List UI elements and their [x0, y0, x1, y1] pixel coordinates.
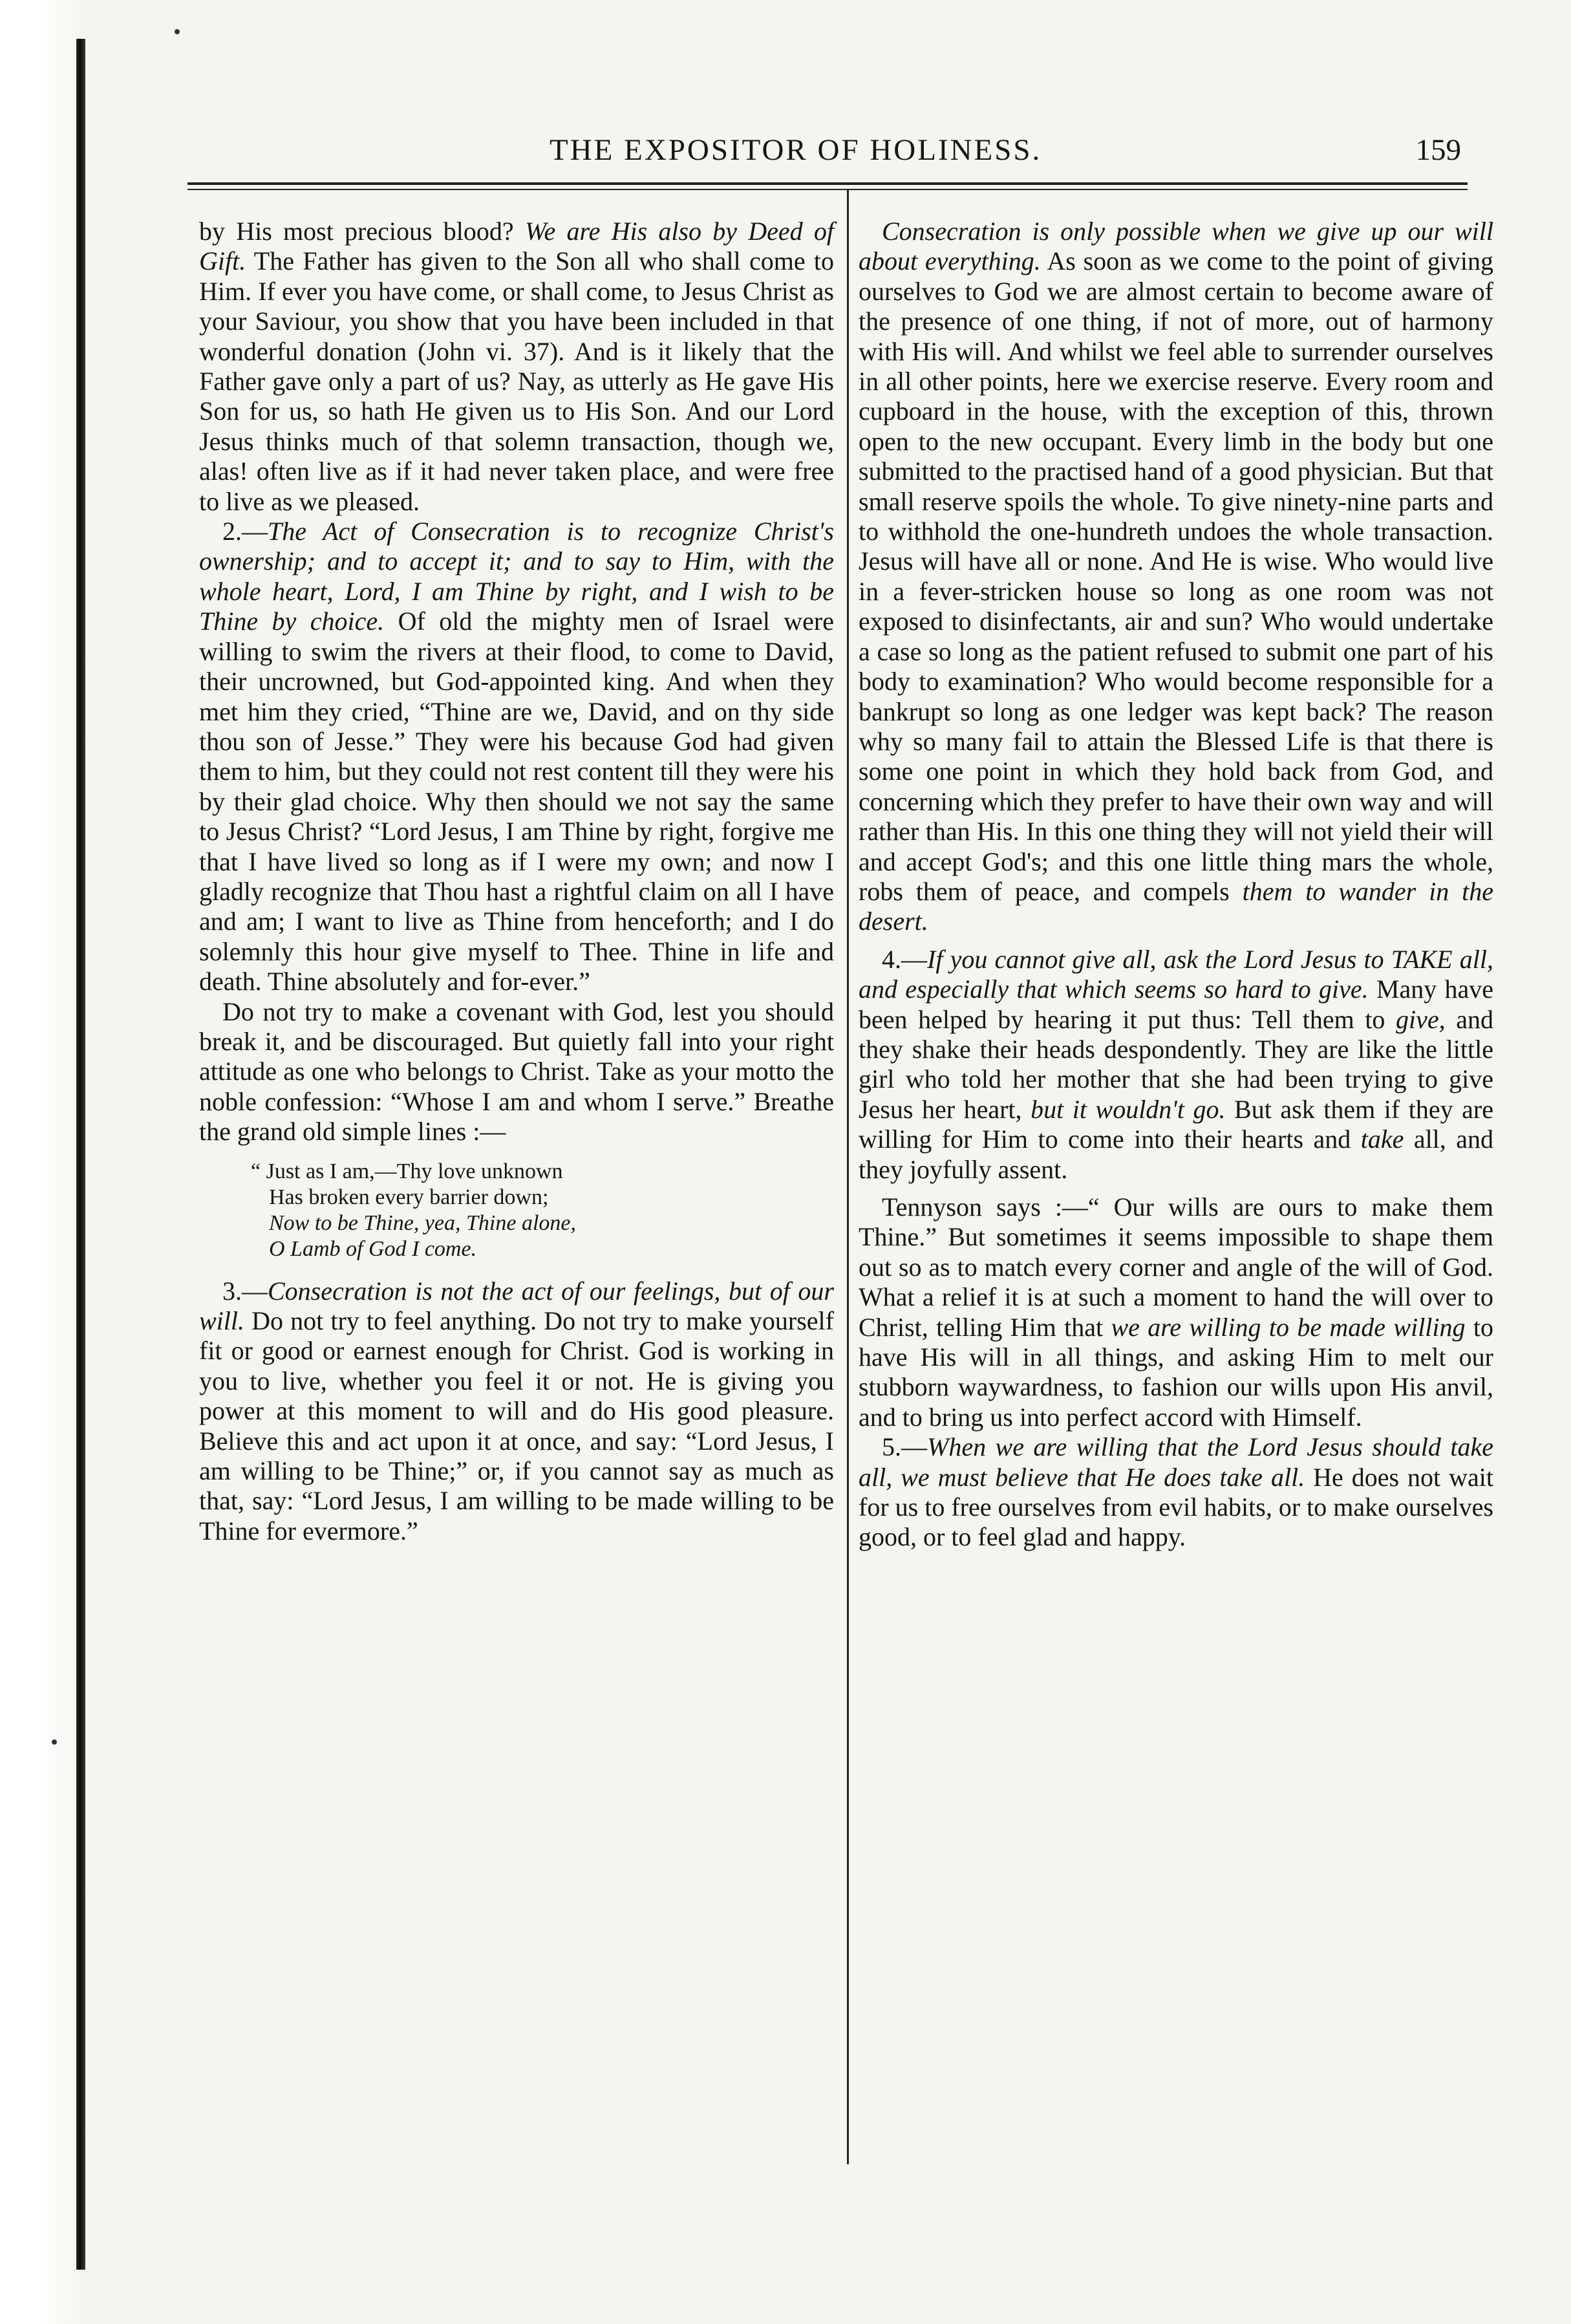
italic-run: Consecration is only possible when we give up our will: [882, 217, 1493, 246]
italic-run: them to wander in the desert.: [859, 876, 1493, 936]
verse-line: Now to be Thine, yea, Thine alone,: [269, 1210, 577, 1235]
text-run: As soon as we come to the point of giving ourselves to God we are almost certain to become aware of the presence of one thing, if not of more, out of harmony with His will. And whilst we feel able to surrender ourselves in all other points, here we exercise reserve. Every room and cupboard in the house, with the exception of this, thrown open to the new occupant. Every limb in the body but one submitted to the practised hand of a good physician. But that small reserve spoils the whole. To give ninety-nine parts and to withhold the one-hundreth undoes the whole transaction. Jesus will have all or none. And He is wise. Who would live in a fever-stricken house so long as one room was not exposed to disinfectants, air and sun? Who would undertake a case so long as the patient refused to submit one part of his body to examination? Who would become responsible for a bankrupt so long as one ledger was kept back? The reason why so many fail to attain the Blessed Life is that there is some one point in which they hold back from God, and concerning which they prefer to have their own way and will rather than His. In this one thing they will not yield their will and accept God's; and this one little thing mars the whole, robs them of peace, and compels: [859, 246, 1493, 906]
italic-run: we are willing to be made willing: [1111, 1312, 1466, 1342]
section-number: 3.—: [222, 1276, 268, 1306]
text-run: by His most precious blood?: [199, 217, 525, 246]
italic-run: but it wouldn't go.: [1031, 1094, 1226, 1124]
paragraph-tennyson: [859, 1192, 1493, 1432]
text-run: all, and they joyfully assent.: [859, 1124, 1494, 1184]
verse-line: Has broken every barrier down;: [269, 1185, 549, 1209]
journal-title: THE EXPOSITOR OF HOLINESS.: [550, 133, 1042, 167]
section-number: 4.—: [882, 944, 927, 974]
column-divider: [847, 189, 849, 2164]
italic-run: give,: [1396, 1004, 1446, 1034]
italic-run: We are His also by Deed of Gift.: [199, 217, 835, 276]
text-run: He does not wait for us to free ourselves from evil habits, or to make ourselves good, or to feel glad and happy.: [859, 1462, 1493, 1552]
paragraph-give-up-will: [859, 217, 1493, 937]
italic-run: If you cannot give all, ask the Lord Jesus to TAKE all, and especially that which seems so hard to give.: [859, 944, 1493, 1004]
italic-run: about everything.: [859, 246, 1041, 276]
paragraph-believe-he-takes: [859, 1432, 1493, 1553]
text-run: to have His will in all things, and asking Him to melt our stubborn waywardness, to fashion our wills upon His anvil, and to bring us into perfect accord with Himself.: [859, 1312, 1493, 1432]
right-column: [859, 217, 1493, 1553]
section-number: 2.—: [222, 517, 268, 546]
paragraph-covenant: Do not try to make a covenant with God, lest you should break it, and be discouraged. But quietly fall into your right attitude as one who belongs to Christ. Take as your motto the noble confession: “Whose I am and whom I serve.” Breathe the grand old simple lines :—: [199, 996, 834, 1146]
verse-line: O Lamb of God I come.: [269, 1236, 477, 1261]
text-run: Do not try to feel anything. Do not try to make yourself fit or good or earnest enough for Christ. God is working in you to live, whether you feel it or not. He is giving you power at this moment to will and do His good pleasure. Believe this and act upon it at once, and say: “Lord Jesus, I am willing to be Thine;” or, if you cannot say as much as that, say: “Lord Jesus, I am willing to be made willing to be Thine for evermore.”: [199, 1306, 834, 1545]
text-run: The Father has given to the Son all who shall come to Him. If ever you have come, or shall come, to Jesus Christ as your Saviour, you show that you have been included in that wonderful donation (John vi. 37). And is it likely that the Father gave only a part of us? Nay, as utterly as He gave His Son for us, so hath He given us to His Son. And our Lord Jesus thinks much of that solemn transaction, though we, alas! often live as if it had never taken place, and were free to live as we pleased.: [199, 246, 834, 516]
section-number: 5.—: [882, 1432, 927, 1462]
text-run: Of old the mighty men of Israel were willing to swim the rivers at their flood, to come to David, their uncrowned, but God-appointed king. And when they met him they cried, “Thine are we, David, and on thy side thou son of Jesse.” They were his because God had given them to him, but they could not rest content till they were his by their glad choice. Why then should we not say the same to Jesus Christ? “Lord Jesus, I am Thine by right, forgive me that I have lived so long as if I were my own; and now I gladly recognize that Thou hast a rightful claim on all I have and am; I want to live as Thine from henceforth; and I do solemnly this hour give myself to Thee. Thine in life and death. Thine absolutely and for-ever.”: [199, 607, 834, 996]
binding-shadow: [76, 39, 85, 2270]
running-header: [187, 133, 1468, 178]
text-run: But ask them if they are willing for Him to come into their hearts and: [859, 1094, 1493, 1154]
header-rule: [187, 182, 1468, 185]
italic-run: take: [1360, 1124, 1404, 1154]
paragraph-take-all: [859, 945, 1493, 1185]
text-run: Tennyson says :—“ Our wills are ours to make them Thine.” But sometimes it seems impossible to shape them out so as to match every corner and angle of the will of God. What a relief it is at such a moment to hand the will over to Christ, telling Him that: [859, 1192, 1493, 1342]
page-number: 159: [1415, 133, 1461, 167]
italic-run: The Act of Consecration is to recognize Christ's ownership; and to accept it; and to say to Him, with the whole heart, Lord, I am Thine by right, and I wish to be Thine by choice.: [199, 517, 834, 636]
hymn-verse: [251, 1159, 834, 1262]
left-column: [199, 217, 834, 1546]
italic-run: Consecration is not the act of our feelings, but of our will.: [199, 1276, 834, 1335]
paragraph-deed-of-gift: [199, 217, 834, 517]
verse-line: “ Just as I am,—Thy love unknown: [251, 1159, 563, 1183]
print-speck: [52, 1739, 57, 1745]
print-speck: [175, 29, 180, 34]
paragraph-feelings-will: [199, 1276, 834, 1547]
italic-run: When we are willing that the Lord Jesus should take all, we must believe that He does take all.: [859, 1432, 1493, 1492]
paragraph-act-of-consecration: [199, 517, 834, 997]
header-rule-thin: [187, 189, 1468, 190]
text-run: Many have been helped by hearing it put thus: Tell them to: [859, 974, 1493, 1034]
text-run: and they shake their heads despondently. They are like the little girl who told her mother that she had been trying to give Jesus her heart,: [859, 1004, 1493, 1124]
